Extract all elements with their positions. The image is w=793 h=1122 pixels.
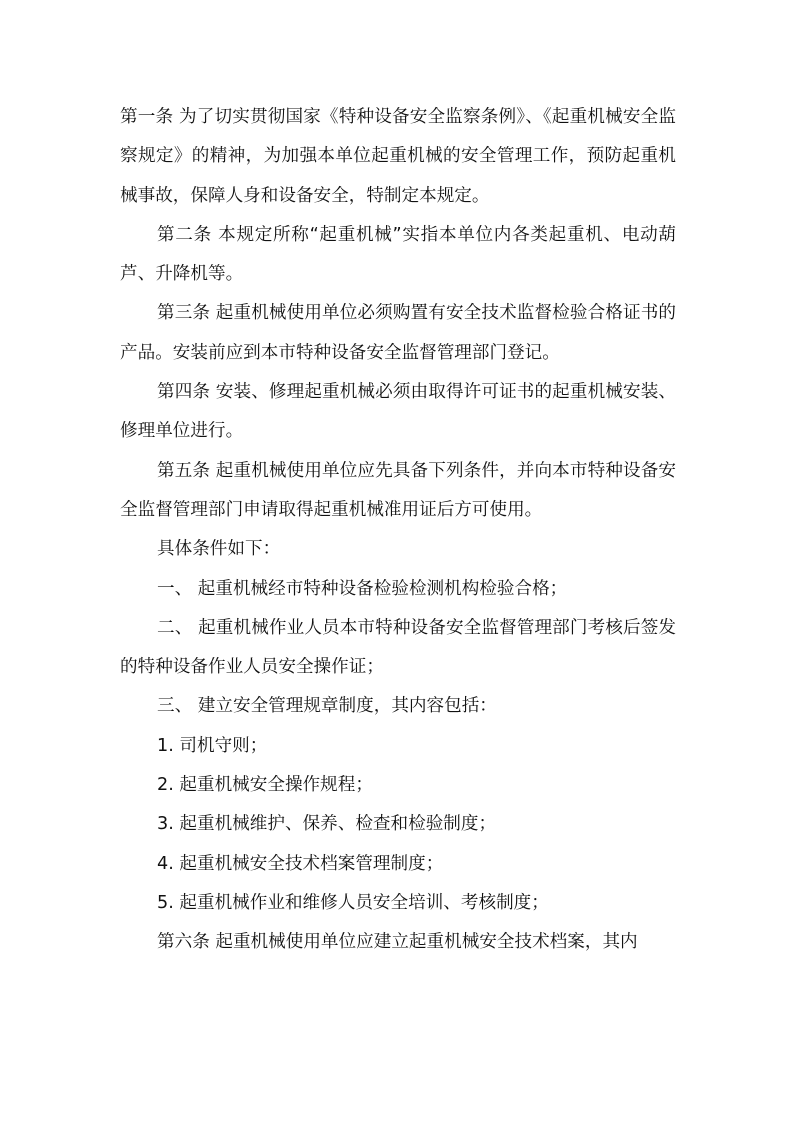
rule-list-item: 1. 司机守则；	[157, 735, 268, 756]
article-4-paragraph: 第四条 安装、修理起重机械必须由取得许可证书的起重机械安装、修理单位进行。	[120, 382, 676, 442]
rule-list-item: 5. 起重机械作业和维修人员安全培训、考核制度；	[157, 892, 549, 913]
article-6-paragraph: 第六条 起重机械使用单位应建立起重机械安全技术档案，其内	[157, 932, 638, 953]
document-page	[120, 98, 676, 963]
article-1-paragraph: 第一条 为了切实贯彻国家《特种设备安全监察条例》、《起重机械安全监察规定》的精神，为加强本单位起重机械的安全管理工作，预防起重机械事故，保障人身和设备安全，特制定本规定。	[120, 107, 676, 206]
article-2-paragraph: 第二条 本规定所称“起重机械”实指本单位内各类起重机、电动葫芦、升降机等。	[120, 224, 676, 285]
rule-list-item: 4. 起重机械安全技术档案管理制度；	[157, 853, 444, 874]
condition-3-paragraph: 三、 建立安全管理规章制度，其内容包括：	[157, 696, 497, 717]
rule-list-item: 2. 起重机械安全操作规程；	[157, 775, 373, 796]
conditions-heading: 具体条件如下：	[157, 539, 281, 560]
condition-1-paragraph: 一、 起重机械经市特种设备检验检测机构检验合格；	[157, 578, 568, 599]
article-5-paragraph: 第五条 起重机械使用单位应先具备下列条件，并向本市特种设备安全监督管理部门申请取得起重机械准用证后方可使用。	[120, 460, 676, 520]
condition-2-paragraph: 二、 起重机械作业人员本市特种设备安全监督管理部门考核后签发的特种设备作业人员安全操作证；	[120, 617, 676, 678]
rule-list-item: 3. 起重机械维护、保养、检查和检验制度；	[157, 814, 497, 835]
article-3-paragraph: 第三条 起重机械使用单位必须购置有安全技术监督检验合格证书的产品。安装前应到本市特种设备安全监督管理部门登记。	[120, 303, 676, 363]
